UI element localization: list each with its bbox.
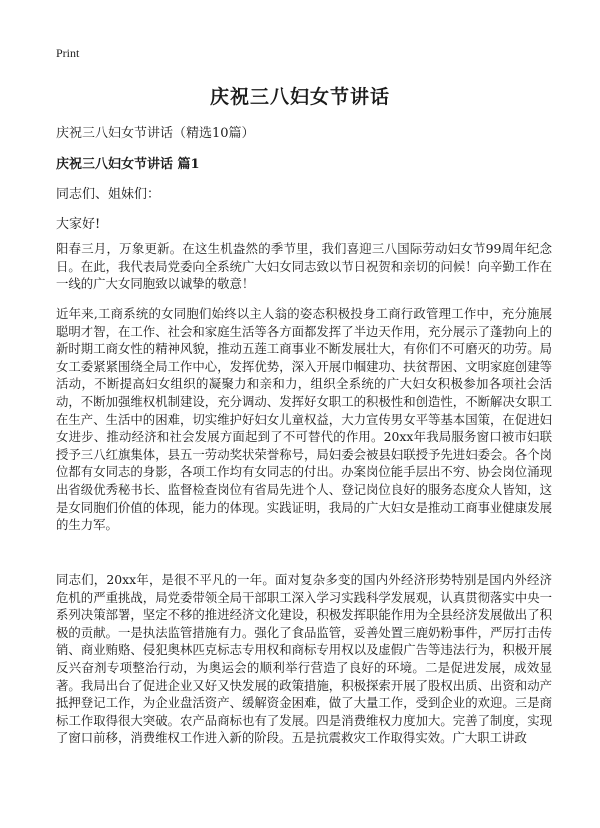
salutation-line: 大家好! <box>56 217 101 232</box>
page-title: 庆祝三八妇女节讲话 <box>209 86 390 108</box>
paragraph-2: 近年来,工商系统的女同胞们始终以主人翁的姿态积极投身工商行政管理工作中，充分施展聪明才智，在工作、社会和家庭生活等各方面都发挥了半边天作用，充分展示了蓬勃向上的新时期工商女性的精神风貌，推动五莲工商事业不断发展壮大，有你们不可磨灭的功劳。局女工委紧紧围绕全局工作中心，发挥优势，深入开展巾帼建功、扶贫帮困、文明家庭创建等活动，不断提高妇女组织的凝聚力和亲和力，组织全系统的广大妇女积极参加各项社会活动，不断加强维权机制建设，充分调动、发挥好女职工的积极性和创造性，不断解决女职工在生产、生活中的困难，切实维护好妇女儿童权益，大力宣传男女平等基本国策，在促进妇女进步、推动经济和社会发展方面起到了不可替代的作用。20xx年我局服务窗口被市妇联授予三八红旗集体，县五一劳动奖状荣誉称号，局妇委会被县妇联授予先进妇委会。各个岗位都有女同志的身影，各项工作均有女同志的付出。办案岗位能手层出不穷、协会岗位涌现出省级优秀秘书长、监督检查岗位有省局先进个人、登记岗位良好的服务态度众人皆知，这是女同胞们价值的体现，能力的体现。实践证明，我局的广大妇女是推动工商事业健康发展的生力军。 <box>56 306 552 533</box>
print-link[interactable]: Print <box>56 46 80 60</box>
section-heading: 庆祝三八妇女节讲话 篇1 <box>56 157 200 172</box>
greeting-line: 同志们、姐妹们： <box>56 187 161 202</box>
paragraph-3: 同志们，20xx年，是很不平凡的一年。面对复杂多变的国内外经济形势特别是国内外经济危机的严重挑战，局党委带领全局干部职工深入学习实践科学发展观，认真贯彻落实中央一系列决策部署，坚定不移的推进经济文化建设，积极发挥职能作用为全县经济发展做出了积极的贡献。一是执法监管措施有力。强化了食品监管，妥善处置三鹿奶粉事件，严厉打击传销、商业贿赂、侵犯奥林匹克标志专用权和商标专用权以及虚假广告等违法行为，积极开展反兴奋剂专项整治行动，为奥运会的顺利举行营造了良好的环境。二是促进发展，成效显著。我局出台了促进企业又好又快发展的政策措施，积极探索开展了股权出质、出资和动产抵押登记工作，为企业盘活资产、缓解资金困难，做了大量工作，受到企业的欢迎。三是商标工作取得很大突破。农产品商标也有了发展。四是消费维权力度加大。完善了制度，实现了窗口前移，消费维权工作进入新的阶段。五是抗震救灾工作取得实效。广大职工讲政 <box>56 572 552 746</box>
paragraph-1: 阳春三月，万象更新。在这生机盎然的季节里，我们喜迎三八国际劳动妇女节99周年纪念日。在此，我代表局党委向全系统广大妇女同志致以节日祝贺和亲切的问候！向辛勤工作在一线的广大女同胞致以诚挚的敬意！ <box>56 241 552 292</box>
document-subtitle: 庆祝三八妇女节讲话（精选10篇） <box>56 126 255 141</box>
